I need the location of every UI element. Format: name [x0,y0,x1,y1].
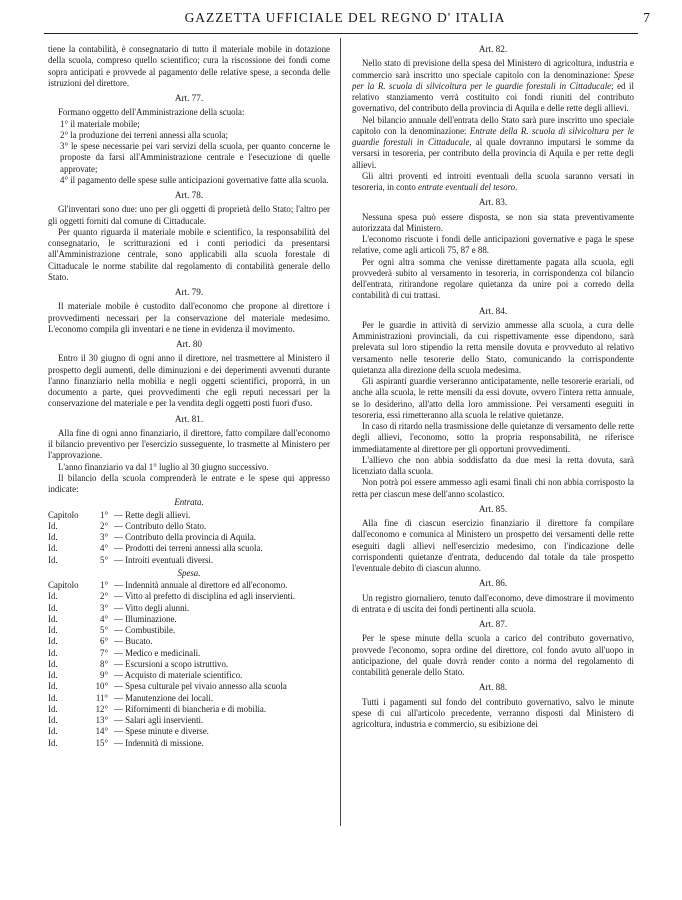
budget-row [48,614,330,625]
budget-row [48,648,330,659]
article-paragraph [352,171,634,194]
list-item: 1° il materiale mobile; [60,118,140,129]
article-heading: Art. 86. [478,578,508,589]
chapter-number: 9° [100,670,108,680]
chapter-description: — Bucato. [114,636,153,647]
article-heading: Art. 83. [478,197,508,208]
chapter-label: Id. [48,737,58,748]
budget-row [48,693,330,704]
chapter-number: 8° [100,658,108,669]
chapter-label: Id. [48,703,58,714]
article-paragraph: Il materiale mobile è custodito dall'economo che propone al direttore i provvedimenti necessari per la conservazione del materiale medesimo. L'economo compila gli inventari e ne tiene in evidenza il movimento. [48,301,330,334]
chapter-label: Id. [48,636,58,647]
list-item: 3° le spese necessarie pei vari servizi della scuola, per quanto concerne le proposte da farsi all'Amministrazione centrale e l'esecuzione di quelle approvate; [60,141,330,174]
budget-row [48,591,330,602]
chapter-description: — Spese minute e diverse. [114,726,209,737]
article-heading: Art. 85. [478,503,508,514]
chapter-description: — Introiti eventuali diversi. [114,554,214,565]
chapter-number: 1° [100,580,108,590]
chapter-label: Id. [48,520,58,531]
entrata-table [48,510,330,566]
chapter-number: 3° [100,602,108,613]
article-paragraph: Tutti i pagamenti sul fondo del contributo governativo, salvo le minute spese di cui all'articolo precedente, verranno disposti dal Ministero di agricoltura, industria e commercio, su esibizione dei [352,696,634,729]
budget-row [48,521,330,532]
chapter-number: 5° [100,625,108,635]
chapter-number: 15° [95,737,108,748]
chapter-description: — Escursioni a scopo istruttivo. [114,658,229,669]
chapter-label: Id. [48,658,58,669]
spesa-heading: Spesa. [177,567,201,578]
chapter-label: Id. [48,591,58,602]
budget-row [48,532,330,543]
text-run: Nel bilancio annuale dell'entrata dello Stato sarà pure inscritto uno speciale capitolo con la denominazione: [352,114,634,136]
budget-row [48,555,330,566]
text-run: Gli altri proventi ed introiti eventuali della scuola saranno versati in tesoreria, in conto [352,170,634,192]
chapter-number: 7° [100,647,108,658]
article-paragraph: Per ogni altra somma che venisse direttamente pagata alla scuola, egli provvederà subito al versamento in tesoreria, in corrispondenza col bilancio dell'entrata, ritirandone regolare quietanza da unire poi a corredo della contabilità di cui trattasi. [352,256,634,301]
chapter-number: 10° [95,681,108,692]
chapter-number: 2° [100,520,108,531]
budget-row [48,659,330,670]
italic-run: Spese per la R. scuola di silvicoltura per le guardie forestali in Cittaducale [352,69,634,91]
chapter-description: — Medico e medicinali. [114,647,201,658]
chapter-label: Id. [48,554,58,565]
article-paragraph: Per le guardie in attività di servizio ammesse alla scuola, a cura delle Amministrazioni provinciali, da cui rispettivamente esse dipendono, sarà prelevata sul loro stipendio la retta mensile dovuta e provveduto al relativo versamento nelle tesorerie dello Stato, comunicando la corrispondente quietanza alla direzione della scuola medesima. [352,319,634,375]
article-paragraph: Alla fine di ogni anno finanziario, il direttore, fatto compilare dall'economo il bilancio preventivo per l'esercizio susseguente, lo trasmette al Ministero per l'approvazione. [48,427,330,461]
budget-row [48,704,330,715]
chapter-description: — Rette degli allievi. [114,509,191,520]
article-paragraph: Alla fine di ciascun esercizio finanziario il direttore fa compilare dall'economo e comunica al Ministero un prospetto dei versamenti delle rette eseguiti dagli allievi nell'esercizio medesimo, con l'indicazione delle corrispondenti quietanze d'entrata, deducendo dal totale da tale prospetto l'eventuale debito di ciascun alunno. [352,518,634,573]
chapter-description: — Spesa culturale pel vivaio annesso alla scuola [114,681,287,692]
chapter-description: — Manutenzione dei locali. [114,692,214,703]
article-heading: Art. 79. [174,287,204,297]
chapter-description: — Salari agli inservienti. [114,715,204,725]
chapter-number: 2° [100,591,108,602]
article-heading: Art. 82. [478,44,508,54]
article-heading: Art. 80 [175,339,203,349]
article-77-list [48,119,330,187]
italic-run: Entrate della R. scuola di silvicoltura per le guardie forestali in Cittaducale [352,125,634,147]
article-paragraph: L'anno finanziario va dal 1° luglio al 30 giugno successivo. [58,461,269,472]
article-heading: Art. 88. [478,682,508,693]
article-paragraph: In caso di ritardo nella trasmissione delle quietanze di versamento delle rette degli allievi, l'economo, sotto la propria responsabilità, ne riferisce immediatamente al direttore per gli opportuni provvedimenti. [352,421,634,454]
chapter-description: — Indennità annuale al direttore ed all'economo. [114,580,288,590]
chapter-number: 12° [95,703,108,714]
chapter-label: Id. [48,726,58,737]
article-paragraph: L'economo riscuote i fondi delle anticipazioni governative e paga le spese relative, come agli articoli 75, 87 e 88. [352,234,634,256]
text-run: . [515,182,518,192]
budget-row [48,625,330,636]
budget-row [48,738,330,749]
text-run: , al quale dovranno imputarsi le somme da versarsi in tesoreria, per contributo della provincia di Aquila e per rette degli allievi. [352,137,634,170]
article-paragraph: Gli aspiranti guardie verseranno anticipatamente, nelle tesorerie erariali, od anche alla scuola, le rette mensili da essi dovute, ovvero l'intera retta annuale, se lo desiderino, all'atto della loro ammissione. Pei versamenti eseguiti in tesoreria, essi rimetteranno alla scuola le relative quietanze. [352,376,634,420]
gazette-title: GAZZETTA UFFICIALE DEL REGNO D' ITALIA [184,10,506,25]
article-paragraph: L'allievo che non abbia soddisfatto da due mesi la retta dovuta, sarà licenziato dalla scuola. [352,454,634,476]
column-divider [340,38,341,826]
budget-row [48,543,330,554]
list-item: 2° la produzione dei terreni annessi alla scuola; [60,129,228,140]
list-item: 4° il pagamento delle spese sulle anticipazioni governative fatte alla scuola. [60,174,329,185]
budget-row [48,510,330,521]
chapter-number: 6° [100,636,108,647]
budget-row [48,715,330,726]
budget-row [48,681,330,692]
page-number: 7 [643,10,650,25]
chapter-label: Capitolo [48,580,79,590]
chapter-description: — Indennità di missione. [114,737,204,748]
chapter-description: — Illuminazione. [114,613,177,624]
chapter-number: 4° [100,543,108,554]
chapter-label: Id. [48,647,58,658]
article-heading: Art. 84. [478,305,508,316]
article-paragraph: Un registro giornaliero, tenuto dall'economo, deve dimostrare il movimento di entrata e di uscita dei fondi pertinenti alla scuola. [352,592,634,614]
header-rule [44,33,638,34]
article-heading: Art. 81. [174,413,204,424]
article-paragraph: Per le spese minute della scuola a carico del contributo governativo, provvede l'economo, sopra ordine del direttore, col fondo avuto all'uopo in anticipazione, del quale dovrà render conto a norma del regolamento di contabilità generale dello Stato. [352,633,634,677]
chapter-label: Id. [48,692,58,703]
chapter-label: Id. [48,670,58,680]
article-heading: Art. 78. [174,190,204,200]
article-paragraph [352,58,634,114]
chapter-description: — Rifornimenti di biancheria e di mobilia. [114,703,267,714]
chapter-label: Id. [48,681,58,692]
chapter-description: — Contributo della provincia di Aquila. [114,532,256,542]
chapter-label: Id. [48,602,58,613]
chapter-label: Id. [48,715,58,725]
budget-row [48,636,330,647]
chapter-label: Capitolo [48,509,79,520]
text-run: ; ed il relativo stanziamento verrà costituito coi fondi riuniti del contributo governativo, del contributo della provincia di Aquila e delle rette degli allievi. [352,80,634,114]
chapter-number: 11° [95,692,108,703]
article-heading: Art. 77. [174,93,204,103]
article-paragraph: Non potrà poi essere ammesso agli esami finali chi non abbia corrisposto la retta per ciascun mese dell'anno scolastico. [352,477,634,499]
chapter-description: — Vitto degli alunni. [114,602,190,613]
budget-row [48,603,330,614]
left-column [48,44,330,749]
chapter-description: — Prodotti dei terreni annessi alla scuola. [114,543,263,554]
article-paragraph: Entro il 30 giugno di ogni anno il direttore, nel trasmettere al Ministero il prospetto degli aumenti, delle diminuzioni e dei deperimenti avvenuti durante l'anno finanziario nella mobilia e negli oggetti scientifici, proporrà, in un documento a parte, quei provvedimenti che egli reputi necessari per la conservazione del materiale e per la vendita degli oggetti posti fuori d'uso. [48,353,330,409]
article-paragraph: Nessuna spesa può essere disposta, se non sia stata preventivamente autorizzata dal Ministero. [352,211,634,233]
chapter-label: Id. [48,625,58,635]
chapter-number: 1° [100,509,108,520]
article-paragraph: Formano oggetto dell'Amministrazione della scuola: [58,107,245,118]
chapter-label: Id. [48,613,58,624]
chapter-label: Id. [48,532,58,542]
budget-row [48,580,330,591]
article-heading: Art. 87. [478,619,508,629]
article-paragraph [352,115,634,171]
chapter-number: 13° [95,715,108,725]
article-paragraph: Il bilancio della scuola comprenderà le entrate e le spese qui appresso indicate: [48,472,330,494]
article-paragraph: Gl'inventari sono due: uno per gli oggetti di proprietà dello Stato; l'altro per gli oggetti forniti dal comune di Cittaducale. [48,204,330,226]
budget-row [48,670,330,681]
chapter-number: 14° [95,726,108,737]
chapter-number: 3° [100,532,108,542]
budget-row [48,726,330,737]
chapter-label: Id. [48,543,58,554]
spesa-table [48,580,330,749]
chapter-number: 4° [100,613,108,624]
italic-run: entrate eventuali del tesoro [418,182,516,192]
chapter-description: — Acquisto di materiale scientifico. [114,670,243,680]
chapter-number: 5° [100,554,108,565]
intro-paragraph: tiene la contabilità, è consegnatario di tutto il materiale mobile in dotazione della scuola, compreso quello scientifico; cura la riscossione dei fondi come sopra anticipati e provvede al pagamento delle relative spese, a seconda delle istruzioni del direttore. [48,44,330,88]
chapter-description: — Vitto al prefetto di disciplina ed agli inservienti. [114,591,295,602]
article-paragraph: Per quanto riguarda il materiale mobile e scientifico, la responsabilità del consegnatario, le scritturazioni ed i conti periodici da presentarsi all'Amministrazione centrale, sono applicabili alla scuola forestale di Cittaducale le norme stabilite dal regolamento di contabilità generale dello Stato. [48,226,330,282]
right-column [352,44,634,730]
chapter-description: — Combustibile. [114,625,176,635]
chapter-description: — Contributo dello Stato. [114,520,207,531]
entrata-heading: Entrata. [174,497,204,508]
text-run: Nello stato di previsione della spesa del Ministero di agricoltura, industria e commercio sarà inscritto uno speciale capitolo con la denominazione: [352,58,634,80]
page-header [40,10,650,34]
